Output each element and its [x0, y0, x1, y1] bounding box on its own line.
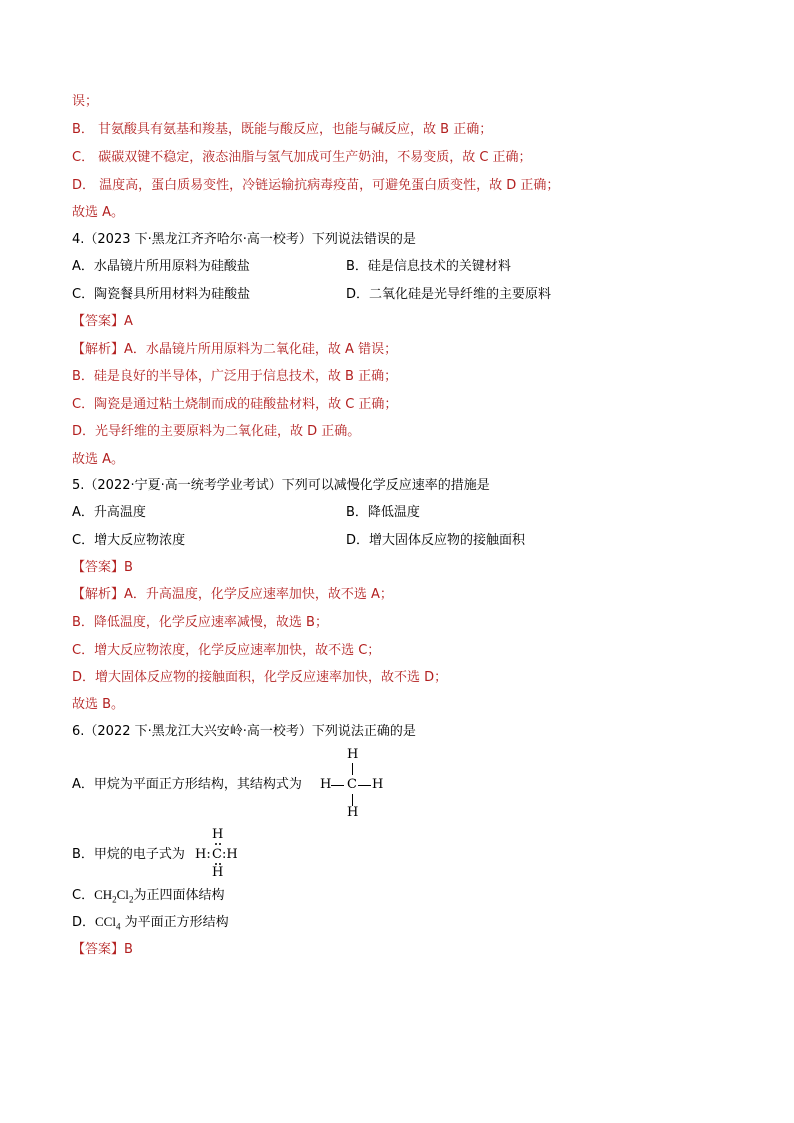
option-label: C．: [72, 888, 95, 903]
question-4-explanation-b: B．硅是良好的半导体，广泛用于信息技术，故 B 正确；: [72, 369, 398, 384]
formula-ch2cl2: [94, 887, 134, 905]
question-4-explanation-d: D．光导纤维的主要原料为二氧化硅，故 D 正确。: [72, 424, 361, 439]
formula-h-right: H: [372, 777, 384, 792]
option-text: 为平面正方形结构: [120, 915, 229, 930]
formula-ccl4: [95, 914, 121, 932]
explanation-label: 【解析】: [72, 587, 125, 602]
bond-right: [358, 785, 371, 786]
electron-dot: [219, 843, 221, 845]
formula-part: CCl: [95, 914, 116, 929]
question-5-answer: 【答案】B: [72, 560, 133, 575]
question-4-choice: 故选 A。: [72, 452, 125, 467]
text-line: 误；: [72, 94, 99, 109]
question-6-answer: 【答案】B: [72, 942, 133, 957]
explanation-line-c: C． 碳碳双键不稳定，液态油脂与氢气加成可生产奶油，不易变质，故 C 正确；: [72, 150, 532, 165]
question-5-option-c: C．增大反应物浓度: [72, 533, 186, 548]
question-4-option-b: B．硅是信息技术的关键材料: [346, 259, 511, 274]
question-5-option-a: A．升高温度: [72, 505, 146, 520]
question-4-option-d: D．二氧化硅是光导纤维的主要原料: [346, 287, 552, 302]
electron-c-center: C: [212, 847, 222, 862]
formula-subscript: 2: [112, 894, 117, 905]
explanation-text: A．水晶镜片所用原料为二氧化硅，故 A 错误；: [124, 342, 398, 357]
option-label: D．: [72, 915, 96, 930]
question-6-option-a: A．甲烷为平面正方形结构，其结构式为: [72, 777, 302, 792]
formula-h-top: H: [347, 747, 359, 762]
question-5-option-b: B．降低温度: [346, 505, 420, 520]
bond-left: [331, 785, 344, 786]
choice-line: 故选 A。: [72, 205, 125, 220]
explanation-line-b: B． 甘氨酸具有氨基和羧基，既能与酸反应，也能与碱反应，故 B 正确；: [72, 122, 493, 137]
question-5-choice: 故选 B。: [72, 697, 125, 712]
question-4-stem: 4.（2023 下·黑龙江齐齐哈尔·高一校考）下列说法错误的是: [72, 232, 416, 247]
formula-c-center: C: [347, 777, 357, 792]
question-5-explanation-c: C．增大反应物浓度，化学反应速率加快，故不选 C；: [72, 643, 381, 658]
electron-h-left: H:: [195, 847, 211, 862]
formula-h-bottom: H: [347, 805, 359, 820]
question-4-option-c: C．陶瓷餐具所用材料为硅酸盐: [72, 287, 251, 302]
question-4-explanation-c: C．陶瓷是通过粘土烧制而成的硅酸盐材料，故 C 正确；: [72, 397, 398, 412]
electron-dot: [215, 863, 217, 865]
bond-top: [352, 763, 353, 775]
formula-part: Cl: [116, 887, 129, 902]
question-4-answer: 【答案】A: [72, 314, 133, 329]
question-5-explanation-first: [72, 585, 393, 605]
formula-part: CH: [94, 887, 113, 902]
question-5-option-d: D．增大固体反应物的接触面积: [346, 533, 526, 548]
electron-dot: [219, 863, 221, 865]
question-6-option-d: [72, 912, 229, 932]
explanation-line-d: D． 温度高，蛋白质易变性，冷链运输抗病毒疫苗，可避免蛋白质变性，故 D 正确；: [72, 178, 560, 193]
electron-dot: [215, 843, 217, 845]
question-6-stem: 6.（2022 下·黑龙江大兴安岭·高一校考）下列说法正确的是: [72, 724, 416, 739]
question-6-option-c: [72, 885, 224, 905]
question-4-option-a: A．水晶镜片所用原料为硅酸盐: [72, 259, 250, 274]
formula-subscript: 4: [115, 921, 121, 932]
question-4-explanation-first: [72, 340, 397, 360]
explanation-label: 【解析】: [72, 342, 125, 357]
electron-h-bottom: H: [212, 865, 224, 880]
option-text: 为正四面体结构: [133, 888, 225, 903]
formula-h-left: H: [320, 777, 332, 792]
question-5-explanation-b: B．降低温度，化学反应速率减慢，故选 B；: [72, 615, 328, 630]
question-6-option-b: B．甲烷的电子式为: [72, 847, 185, 862]
question-5-stem: 5.（2022·宁夏·高一统考学业考试）下列可以减慢化学反应速率的措施是: [72, 478, 490, 493]
electron-h-top: H: [212, 827, 224, 842]
explanation-text: A．升高温度，化学反应速率加快，故不选 A；: [124, 587, 393, 602]
formula-subscript: 2: [128, 894, 134, 905]
question-5-explanation-d: D．增大固体反应物的接触面积，化学反应速率加快，故不选 D；: [72, 670, 448, 685]
electron-h-right: :H: [222, 847, 238, 862]
